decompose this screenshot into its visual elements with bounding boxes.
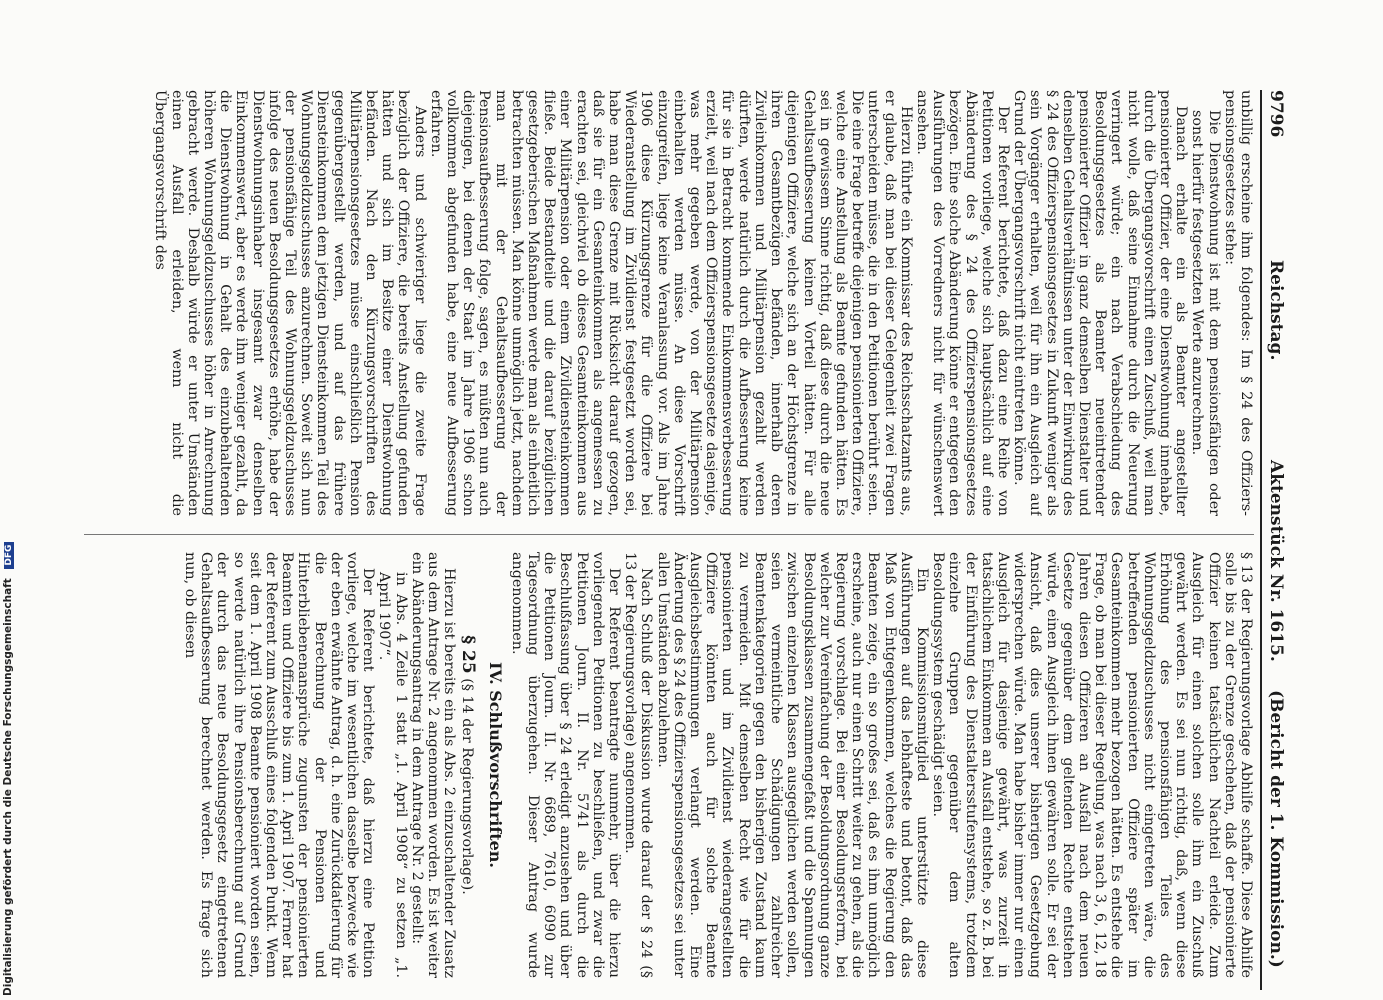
header-rule [1260, 90, 1262, 990]
section-heading: IV. Schlußvorschriften. [485, 662, 505, 868]
footer-note [2, 542, 14, 996]
body-paragraph: unbillig erscheine ihm folgendes: Im § 24 des Offiziers-pensionsgesetzes stehe: [1221, 90, 1254, 516]
body-paragraph: Der Referent berichtete, daß dazu eine Reihe von Petitionen vorliege, welche sich hauptsächlich auf eine Abänderung des § 24 des Offizierspensionsgesetzes bezögen. Eine solche Abänderung könne er entgegen den Ausführungen des Vorredners nicht für wünschenswert ansehen. [913, 90, 1011, 516]
body-paragraph: Nach Schluß der Diskussion wurde darauf der § 24 (§ 13 der Regierungsvorlage) angenommen. [622, 552, 655, 978]
running-title: Reichstag. [1266, 260, 1286, 361]
body-paragraph: Anders und schwieriger liege die zweite Frage bezüglich der Offiziere, die bereits Anstellung gefunden hätten und sich im Besitze einer Dienstwohnung befänden. Nach den Kürzungsvorschriften des Militärpensionsgesetzes müsse einschließlich Pension gegenübergestellt werden, und auf das frühere Diensteinkommen dem jetzigen Diensteinkommen Teil des Wohnungsgeldzuschusses anzurechnen. Soweit sich nun der pensionsfähige Teil des Wohnungsgeldzuschusses infolge des neuen Besoldungsgesetzes erhöhe, habe der Dienstwohnungsinhaber insgesamt zwar denselben Einkommenswert, aber es werde ihm weniger gezahlt, da die Dienstwohnung in Gehalt des einzubehaltenden höheren Wohnungsgeldzuschusses höher in Anrechnung gebracht werde. Deshalb würde er unter Umständen einen Ausfall erleiden, wenn nicht die Übergangsvorschrift des [152, 90, 428, 516]
digitization-note: Digitalisierung gefördert durch die Deutsche Forschungsgemeinschaft [2, 578, 14, 996]
text-column-left [84, 90, 1254, 516]
body-paragraph: Der Referent berichtete, daß hierzu eine Petition vorliege, welche im wesentlichen dasselbe bezwecke wie der eben erwähnte Antrag, d. h. eine Zurückdatierung für die Berechnung der Pensionen und Hinterbliebenenansprüche zugunsten der pensionierten Beamten und Offiziere bis zum 1. April 1907. Ferner hat der Referent zum Ausschluß eines folgenden Punkt. Wenn seit dem 1. April 1908 Beamte pensioniert worden seien, so werde natürlich ihre Pensionsberechnung auf Grund der durch das neue Besoldungsgesetz eingetretenen Gehaltsaufbesserung berechnet werden. Es frage sich nun, ob diesen [182, 552, 377, 978]
page-header [1262, 90, 1288, 990]
column-divider [84, 534, 1254, 535]
body-paragraph: Ein Kommissionsmitglied unterstützte diese Ausführungen auf das lebhafteste und betont, daß das Maß von Entgegenkommen, welches die Regierung den Beamten zeige, ein so großes sei, daß es ihm unmöglich erscheine, auch nur einen Schritt weiter zu gehen, als die Regierung vorschlage. Bei einer Besoldungsreform, bei welcher zur Vereinfachung der Besoldungsordnung ganze Besoldungsklassen zusammengefaßt und die Spannungen zwischen einzelnen Klassen ausgeglichen werden sollen, seien vermeintliche Schädigungen zahlreicher Beamtenkategorien gegen den bisherigen Zustand kaum zu vermeiden. Mit demselben Recht wie für die pensionierten und im Zivildienst wiederangestellten Offiziere könnten auch für solche Beamte Ausgleichsbestimmungen verlangt werden. Eine Änderung des § 24 des Offizierspensionsgesetzes sei unter allen Umständen abzulehnen. [654, 552, 930, 978]
body-paragraph: Hierzu ist bereits ein als Abs. 2 einzuschaltender Zusatz aus dem Antrage Nr. 2 angenommen worden. Es ist weiter ein Abänderungsantrag in dem Antrage Nr. 2 gestellt: [408, 552, 458, 978]
body-paragraph: Danach erhalte ein als Beamter angestellter pensionierter Offizier, der eine Dienstwohnung innehabe, durch die Übergangsvorschrift einen Zuschuß, weil man nicht wolle, daß seine Einnahme durch die Neuerung verringert würde; ein nach Verabschiedung des Besoldungsgesetzes als Beamter neueintretender pensionierter Offizier in ganz demselben Dienstalter und denselben Gehaltsverhältnissen unter der Einwirkung des § 24 des Offizierspensionsgesetzes in Zukunft weniger als sein Vorgänger erhalten, weil für ihn ein Ausgleich auf Grund der Übergangsvorschrift nicht eintreten könne. [1011, 90, 1190, 516]
body-paragraph: § 13 der Regierungsvorlage Abhilfe schaffe. Diese Abhilfe solle bis zu der Grenze geschehen, daß der pensionierte Offizier keinen tatsächlichen Nachteil erleide. Zum Ausgleich für einen solchen solle ihm ein Zuschuß gewährt werden. Es sei nun richtig, daß, wenn diese Erhöhung des pensionsfähigen Teiles des Wohnungsgeldzuschusses nicht eingetreten wäre, die betreffenden pensionierten Offiziere später im Gesamteinkommen mehr bezogen hätten. Es entstehe die Frage, ob man bei dieser Regelung, was nach 3, 6, 12, 18 Jahren diesen Offizieren an Ausfall nach dem neuen Gesetze gegenüber dem geltenden Rechte entstehen würde, einen Ausgleich ihnen gewähren solle. Er sei der Ansicht, daß dies unserer bisherigen Gesetzgebung widersprechen würde. Man habe bisher immer nur einen Ausgleich für dasjenige gewährt, was zurzeit in tatsächlichem Einkommen an Ausfall entstehe, so z. B. bei der Einführung des Dienstaltersstufensystems, trotzdem einzelne Gruppen gegenüber dem alten Besoldungssystem geschädigt seien. [930, 552, 1254, 978]
section-title: Aktenstück Nr. 1615. [1266, 460, 1286, 662]
document-sheet [78, 90, 1288, 990]
body-paragraph: Der Referent beantragte nunmehr, über die hierzu vorliegenden Petitionen zu beschließen, und zwar die Petitionen Journ. II. Nr. 5741 als durch die Beschlußfassung über § 24 erledigt anzusehen und über die Petitionen Journ. II. Nr. 6689, 7610, 6090 zur Tagesordnung überzugehen. Dieser Antrag wurde angenommen. [508, 552, 623, 978]
paragraph-heading [458, 552, 479, 978]
paragraph-subtitle: (§ 14 der Regierungsvorlage). [459, 678, 476, 895]
section-subtitle: (Bericht der 1. Kommission.) [1266, 690, 1286, 968]
page-number: 9796 [1266, 90, 1286, 138]
text-column-right [84, 552, 1254, 978]
body-paragraph: Hierzu führte ein Kommissar des Reichsschatzamts aus, er glaube, daß man bei dieser Gelegenheit zwei Fragen unterscheiden müsse, die in den Petitionen berührt seien. Die eine Frage betreffe diejenigen pensionierten Offiziere, welche eine Anstellung als Beamte gefunden hätten. Es sei in gewissem Sinne richtig, daß diese durch die neue Gehaltsaufbesserung keinen Vorteil hätten. Für alle diejenigen Offiziere, welche sich an der Höchstgrenze in ihren Gesamtbezügen befänden, innerhalb deren Zivileinkommen und Militärpension gezahlt werden dürften, werde natürlich durch die Aufbesserung keine für sie in Betracht kommende Einkommensverbesserung erzielt, weil nach dem Offizierspensionsgesetze dasjenige, was mehr gegeben werde, von der Militärpension einbehalten werden müsse. An diese Vorschrift einzugreifen, liege keine Veranlassung vor. Als im Jahre 1906 diese Kürzungsgrenze für die Offiziere bei Wiederanstellung im Zivildienst festgesetzt worden sei, habe man diese Grenze mit Rücksicht darauf gezogen, daß sie für ein Gesamteinkommen als angemessen zu erachten sei, gleichviel ob dieses Gesamteinkommen aus einer Militärpension oder einem Zivildiensteinkommen fließe. Beide Bestandteile und die darauf bezüglichen gesetzgeberischen Maßnahmen werde man als einheitlich betrachten müssen. Man könne unmöglich jetzt, nachdem man mit der Gehaltsaufbesserung der Pensionsaufbesserung folge, sagen, es müßten nun auch diejenigen, bei denen der Staat im Jahre 1906 schon vollkommen abgefunden habe, eine neue Aufbesserung erfahren. [427, 90, 914, 516]
quoted-text: Die Dienstwohnung ist mit dem pensionsfähigen oder sonst hierfür festgesetzten Werte anzurechnen. [1189, 110, 1222, 516]
dfg-logo: DFG [4, 542, 14, 569]
quoted-text: in Abs. 4 Zeile 1 statt „1. April 1908“ zu setzen „1. April 1907“. [376, 572, 409, 978]
paragraph-number: § 25 [458, 635, 479, 674]
